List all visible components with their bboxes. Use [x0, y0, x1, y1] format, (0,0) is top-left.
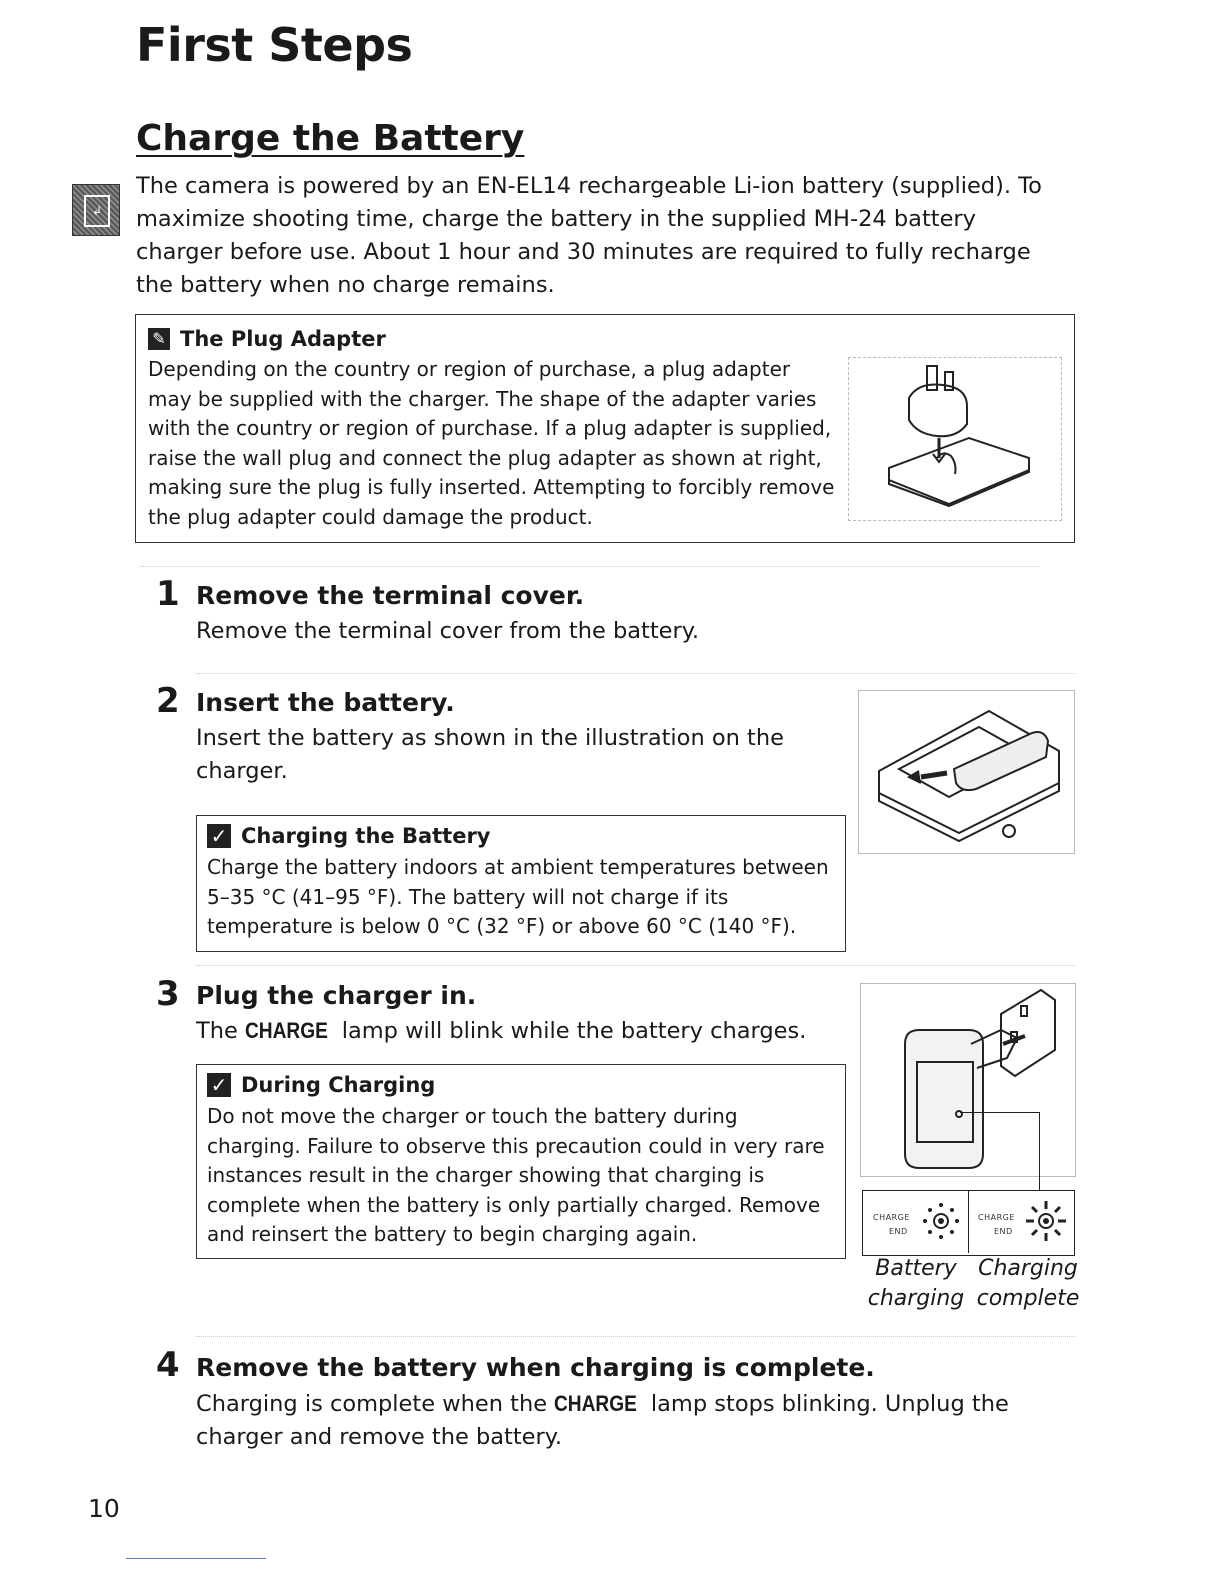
caption-right-line1: Charging [978, 1256, 1078, 1281]
divider [196, 965, 1076, 966]
during-note-title: During Charging [241, 1073, 436, 1097]
during-charging-note [196, 1064, 846, 1259]
insert-battery-illustration [858, 690, 1075, 854]
charge-lamp-diagram [862, 1190, 1075, 1256]
blinking-lamp-icon [919, 1199, 963, 1243]
plug-adapter-illustration [848, 357, 1062, 521]
charging-note-body: Charge the battery indoors at ambient temperatures between 5–35 °C (41–95 °F). The battery will not charge if its temperature is below 0 °C (32 °F) or above 60 °C (140 °F). [207, 855, 829, 938]
divider [196, 673, 1076, 674]
caption-battery-charging [864, 1254, 968, 1314]
check-caution-icon: ✓ [207, 1073, 231, 1097]
caption-left-line1: Battery [875, 1256, 957, 1281]
plug-adapter-note [135, 314, 1075, 543]
pencil-note-icon: ✎ [148, 328, 170, 350]
divider [140, 566, 1040, 567]
step-1-title: Remove the terminal cover. [196, 581, 585, 610]
step-1-text: Remove the terminal cover from the battery. [196, 618, 700, 644]
charging-note-title: Charging the Battery [241, 824, 491, 848]
chapter-title: First Steps [136, 18, 413, 72]
footer-rule [126, 1558, 266, 1559]
step-4-text [196, 1387, 1076, 1454]
lamp-end-label: END [889, 1227, 908, 1236]
charge-keyword: CHARGE [554, 1391, 638, 1416]
lamp-charge-label: CHARGE [873, 1213, 910, 1222]
caption-charging-complete [976, 1254, 1080, 1314]
charging-battery-note [196, 815, 846, 952]
step-3-number: 3 [156, 974, 180, 1014]
step-2-number: 2 [156, 681, 180, 721]
step-1-number: 1 [156, 574, 180, 614]
page-number: 10 [88, 1494, 120, 1523]
plug-note-body: Depending on the country or region of purchase, a plug adapter may be supplied with the charger. The shape of the adapter varies with the country or region of purchase. If a plug adapter is supplied, raise the wall plug and connect the plug adapter as shown at right, making sure the plug is fully inserted. Attempting to forcibly remove the plug adapter could damage the product. [148, 357, 835, 529]
during-note-body: Do not move the charger or touch the battery during charging. Failure to observe this precaution could in very rare instances result in the charger showing that charging is complete when the battery is only partially charged. Remove and reinsert the battery to begin charging again. [207, 1104, 825, 1246]
callout-line [960, 1112, 1040, 1193]
chapter-tab-icon: ↲ [72, 184, 120, 236]
charge-keyword: CHARGE [245, 1018, 328, 1043]
check-caution-icon: ✓ [207, 824, 231, 848]
lamp-divider [968, 1191, 969, 1253]
lamp-blinking-cell [863, 1191, 967, 1253]
step-3-text [196, 1014, 806, 1048]
step-4-text-after: lamp stops blinking. Unplug the charger and remove the battery. [196, 1391, 1009, 1450]
lamp-end-label: END [994, 1227, 1013, 1236]
caption-right-line2: complete [976, 1286, 1080, 1311]
divider [196, 1336, 1076, 1337]
step-2-text: Insert the battery as shown in the illustration on the charger. [196, 725, 784, 784]
plug-note-title: The Plug Adapter [180, 327, 386, 351]
step-2-title: Insert the battery. [196, 688, 455, 717]
lamp-steady-cell [970, 1191, 1074, 1253]
step-4-title: Remove the battery when charging is complete. [196, 1353, 875, 1382]
steady-lamp-icon [1024, 1199, 1068, 1243]
step-3-text-before: The [196, 1018, 238, 1044]
intro-paragraph: The camera is powered by an EN-EL14 rechargeable Li-ion battery (supplied). To maximize shooting time, charge the battery in the supplied MH-24 battery charger before use. About 1 hour and 30 minutes are required to fully recharge the battery when no charge remains. [136, 173, 1042, 298]
lamp-charge-label: CHARGE [978, 1213, 1015, 1222]
section-title: Charge the Battery [136, 118, 525, 159]
step-3-text-after: lamp will blink while the battery charges. [341, 1018, 807, 1044]
step-4-number: 4 [156, 1345, 180, 1385]
step-4-text-before: Charging is complete when the [196, 1391, 548, 1417]
step-3-title: Plug the charger in. [196, 981, 477, 1010]
caption-left-line2: charging [867, 1286, 965, 1311]
